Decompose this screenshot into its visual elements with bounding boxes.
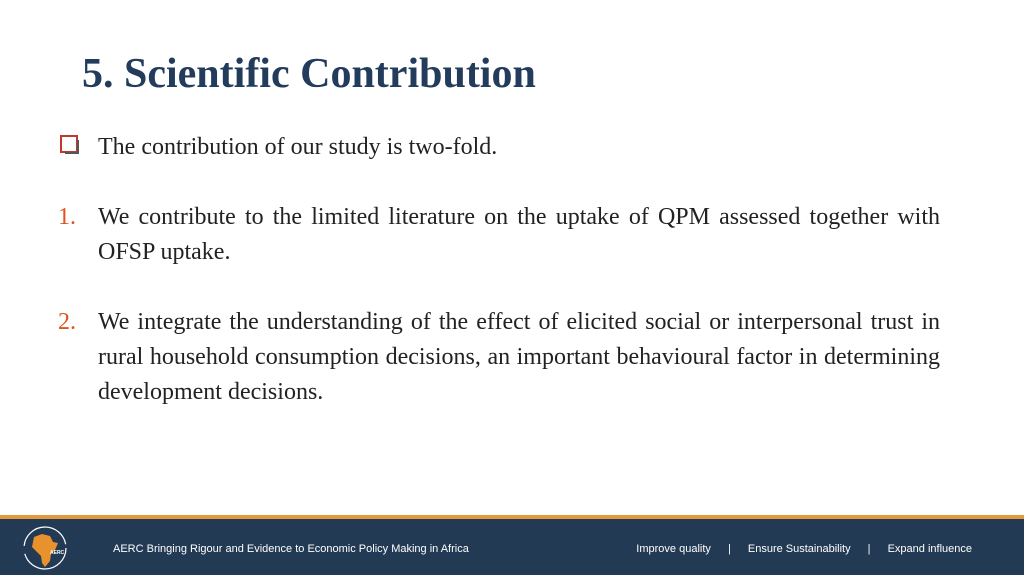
list-item	[58, 200, 940, 270]
footer-link-ensure-sustainability: Ensure Sustainability	[747, 543, 851, 555]
checkbox-bullet-icon	[60, 135, 78, 153]
footer-links	[636, 543, 972, 555]
list-item-text: We integrate the understanding of the effect of elicited social or interpersonal trust in rural household consumption decisions, an important behavioural factor in determining development decisions.	[98, 309, 940, 405]
footer-bar	[0, 519, 1024, 575]
footer-separator: |	[867, 543, 871, 555]
footer-link-expand-influence: Expand influence	[887, 543, 972, 555]
list-item-number: 2.	[58, 309, 76, 335]
list-item	[58, 305, 940, 410]
intro-bullet-text: The contribution of our study is two-fold.	[98, 134, 498, 160]
logo-text: AERC	[50, 550, 65, 556]
aerc-logo-icon	[20, 523, 70, 573]
footer-link-improve-quality: Improve quality	[636, 543, 711, 555]
slide-title: 5. Scientific Contribution	[82, 51, 536, 97]
intro-bullet	[58, 130, 940, 165]
list-item-number: 1.	[58, 204, 76, 230]
footer-separator: |	[727, 543, 731, 555]
list-item-text: We contribute to the limited literature on the uptake of QPM assessed together with OFSP uptake.	[98, 204, 940, 265]
footer-tagline: AERC Bringing Rigour and Evidence to Economic Policy Making in Africa	[113, 543, 469, 555]
